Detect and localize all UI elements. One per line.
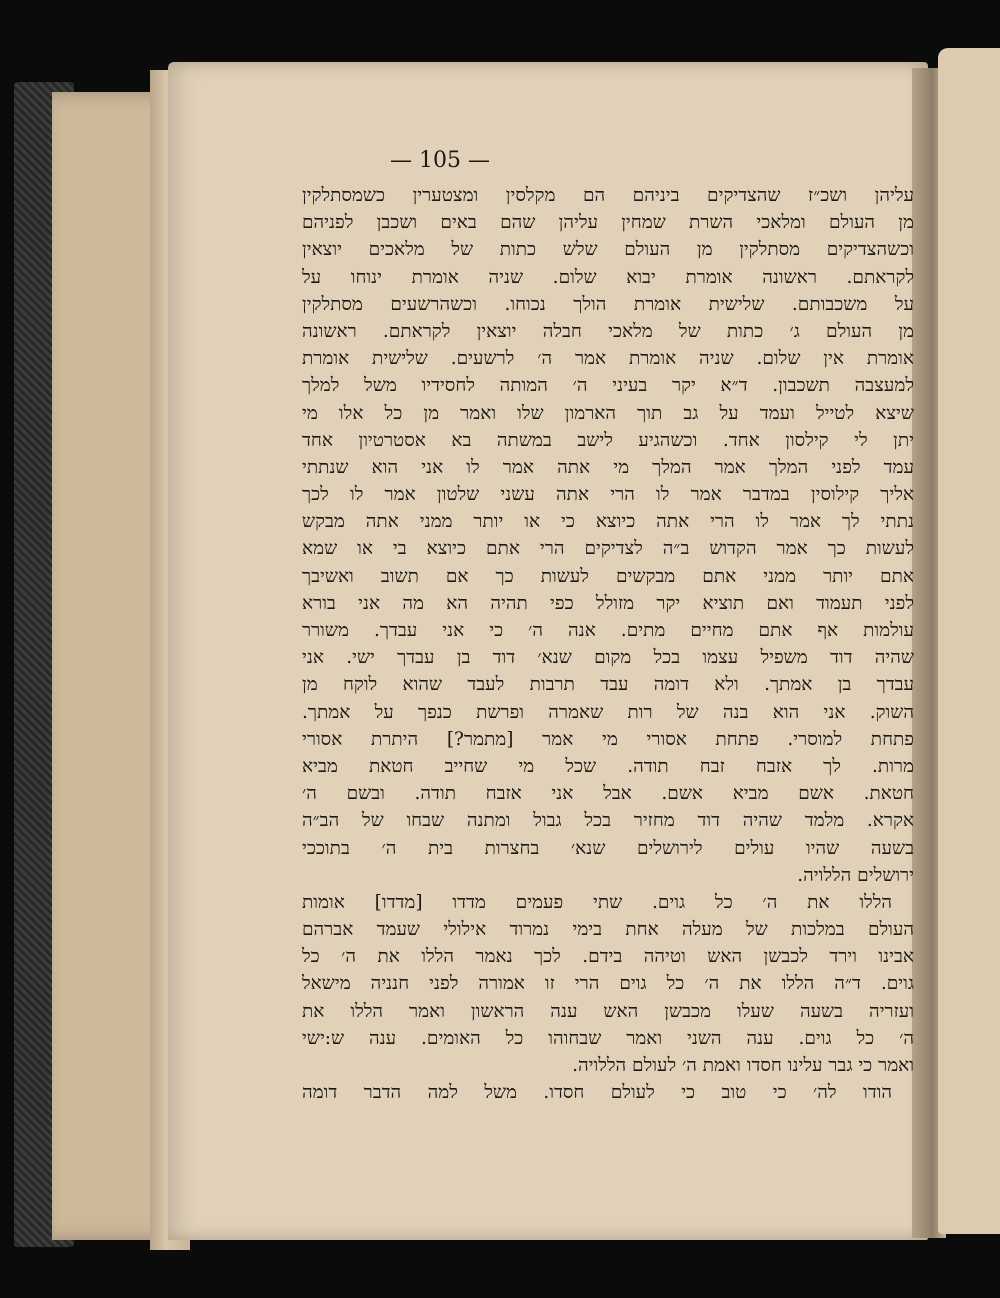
text-line: אבינו וירד לכבשן האש וטיהה בידם. לכך נאמר הללו את ה׳ כל	[302, 946, 914, 968]
text-line: השוק. אני הוא בנה של רות שאמרה ופרשת כנפך על אמתך.	[302, 701, 914, 723]
text-line: מרות. לך אזבח זבח תודה. שכל מי שחייב חטאת מביא	[302, 755, 914, 777]
text-line: אקרא. מלמד שהיה דוד מחזיר בכל גבול ומתנה שבחו של הב״ה	[302, 810, 914, 832]
text-line: לקראתם. ראשונה אומרת יבוא שלום. שניה אומרת ינוחו על	[302, 266, 914, 288]
hebrew-text-block	[302, 182, 914, 1106]
text-line: גוים. ד״ה הללו את ה׳ כל גוים הרי זו אמורה לפני חנניה מישאל	[302, 973, 914, 995]
text-line: ועזריה בשעה שעלו מכבשן האש ענה הראשון ואמר הללו את	[302, 1000, 914, 1022]
text-line: עליהן ושכ״ז שהצדיקים ביניהם הם מקלסין ומצטערין כשמסתלקין	[302, 185, 914, 206]
text-line: למעצבה תשכבון. ד״א יקר בעיני ה׳ המותה לחסידיו משל למלך	[302, 375, 914, 397]
text-line: עמד לפני המלך אמר המלך מי אתה אמר לו אני הוא שנתתי	[302, 456, 914, 478]
text-line: אליך קילוסין במדבר אמר לו הרי אתה עשני שלטון אמר לו לכך	[302, 484, 914, 506]
text-line: מן העולם ומלאכי השרת שמחין עליהן שהם באים ושכבן לפניהם	[302, 212, 914, 234]
text-line: בשעה שהיו עולים לירושלים שנא׳ בחצרות בית ה׳ בתוככי	[302, 837, 914, 859]
text-line: העולם במלכות של מעלה אחת בימי נמרוד אילולי שעמד אברהם	[302, 919, 914, 941]
text-line: שהיה דוד משפיל עצמו בכל מקום שנא׳ דוד בן עבדך ישי. אני	[302, 647, 914, 669]
text-line: הללו את ה׳ כל גוים. שתי פעמים מדדו [מדדו] אומות	[302, 891, 892, 913]
page-number: — 105 —	[390, 148, 490, 173]
text-line: אומרת אין שלום. שניה אומרת אמר ה׳ לרשעים. שלישית אומרת	[302, 348, 914, 370]
text-line: חטאת. אשם מביא אשם. אבל אני אזבח תודה. ובשם ה׳	[302, 783, 914, 805]
text-line: הודו לה׳ כי טוב כי לעולם חסדו. משל למה הדבר דומה	[302, 1082, 892, 1104]
text-line: ה׳ כל גוים. ענה השני ואמר שבחוהו כל האומים. ענה ש:ישי	[302, 1027, 914, 1049]
text-line: נתתי לך אמר לו הרי אתה כיוצא כי או יותר ממני אתה מבקש	[302, 511, 914, 533]
text-line: מן העולם ג׳ כתות של מלאכי חבלה יוצאין לקראתם. ראשונה	[302, 320, 914, 342]
text-line: עבדך בן אמתך. ולא דומה עבד תרבות לעבד שהוא לוקח מן	[302, 674, 914, 696]
facing-page-edge	[938, 48, 1000, 1234]
text-line: על משכבותם. שלישית אומרת הולך נכוחו. וכשהרשעים מסתלקין	[302, 293, 914, 315]
text-line: פתחת למוסרי. פתחת אסורי מי אמר [מתמר?] היתרת אסורי	[302, 728, 914, 750]
text-line: ואמר כי גבר עלינו חסדו ואמת ה׳ לעולם הללויה.	[572, 1055, 914, 1076]
text-line: ירושלים הללויה.	[797, 864, 914, 886]
text-line: וכשהצדיקים מסתלקין מן העולם שלש כתות של מלאכים יוצאין	[302, 239, 914, 261]
text-line: שיצא לטייל ועמד על גב תוך הארמון שלו ואמר מן כל אלו מי	[302, 402, 914, 424]
text-line: אתם יותר ממני אתם מבקשים לעשות כך אם תשוב ואשיבך	[302, 565, 914, 587]
text-line: לעשות כך אמר הקדוש ב״ה לצדיקים הרי אתם כיוצא בי או שמא	[302, 538, 914, 560]
text-line: עולמות אף אתם מחיים מתים. אנה ה׳ כי אני עבדך. משורר	[302, 620, 914, 641]
text-line: לפני תעמוד ואם תוציא יקר מזולל כפי תהיה הא מה אני בורא	[302, 592, 914, 614]
text-line: יתן לי קילסון אחד. וכשהגיע לישב במשתה בא אסטרטיון אחד	[302, 429, 914, 451]
